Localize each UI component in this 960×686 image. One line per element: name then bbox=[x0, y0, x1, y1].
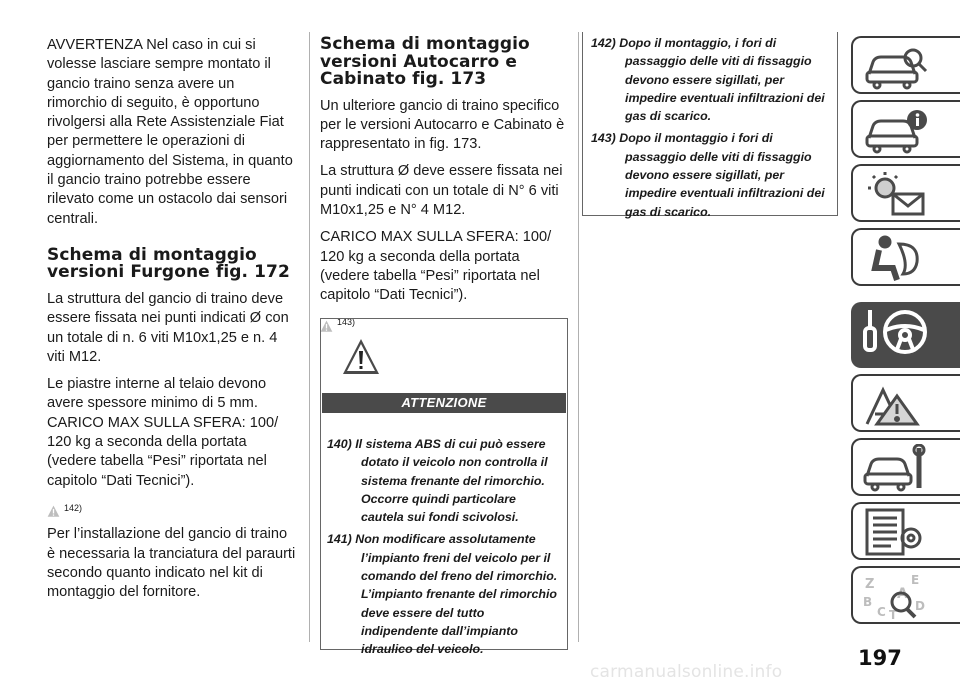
paragraph-plates: Le piastre interne al telaio devono avere spessore minimo di 5 mm. CARICO MAX SULLA SFERA: 100/ 120 kg a seconda della portata (vedere tabella “Pesi” riportata nel capitolo “Dati Tecnici”). bbox=[47, 376, 279, 489]
page-number: 197 bbox=[858, 646, 902, 670]
car-service-icon bbox=[863, 444, 929, 492]
tab-maintenance[interactable] bbox=[851, 438, 960, 496]
paragraph-installation: Per l’installazione del gancio di traino è necessaria la tranciatura del paraurti secondo quanto indicato nel kit di montaggio del fornitore. bbox=[47, 526, 296, 601]
column-left bbox=[47, 36, 297, 610]
technical-data-icon bbox=[863, 508, 929, 556]
index-az-icon bbox=[863, 572, 929, 620]
tab-safety[interactable] bbox=[851, 228, 960, 286]
tab-vehicle-info[interactable] bbox=[851, 100, 960, 158]
road-emergency-icon bbox=[863, 380, 929, 428]
tab-knowing-vehicle[interactable] bbox=[851, 36, 960, 94]
attention-notes-continued bbox=[591, 34, 833, 225]
column-divider bbox=[578, 32, 579, 642]
paragraph-max-load: CARICO MAX SULLA SFERA: 100/ 120 kg a seconda della portata (vedere tabella “Pesi” riportata nel capitolo “Dati Tecnici”). bbox=[320, 229, 552, 304]
index-letter: E bbox=[911, 573, 920, 587]
column-middle bbox=[320, 36, 572, 340]
car-search-icon bbox=[863, 42, 929, 90]
warning-ref-label: 142) bbox=[64, 502, 83, 513]
index-letter: C bbox=[877, 605, 886, 619]
section-heading-autocarro: Schema di montaggio versioni Autocarro e Cabinato fig. 173 bbox=[320, 34, 530, 89]
attention-box-continued bbox=[582, 32, 838, 219]
tab-driving[interactable] bbox=[851, 302, 960, 368]
steering-key-icon bbox=[863, 308, 929, 356]
attention-title: ATTENZIONE bbox=[322, 393, 566, 413]
warning-light-icon bbox=[863, 170, 929, 218]
tab-warning-lights[interactable] bbox=[851, 164, 960, 222]
tab-technical-data[interactable] bbox=[851, 502, 960, 560]
attention-box bbox=[320, 318, 568, 657]
car-info-icon bbox=[863, 106, 929, 154]
watermark: carmanualsonline.info bbox=[590, 662, 783, 682]
section-heading-furgone: Schema di montaggio versioni Furgone fig. 172 bbox=[47, 244, 290, 283]
attention-notes bbox=[327, 435, 561, 663]
tab-emergency[interactable] bbox=[851, 374, 960, 432]
column-divider bbox=[309, 32, 310, 642]
warning-triangle-icon bbox=[47, 505, 60, 518]
warning-ref-142[interactable] bbox=[47, 499, 297, 518]
advisory-paragraph: AVVERTENZA Nel caso in cui si volesse lasciare sempre montato il gancio traino senza avere un rimorchio di seguito, è opportuno rivolgersi alla Rete Assistenziale Fiat per permettere le operazioni di aggiornamento del Sistema, in quanto il gancio traino potrebbe essere rilevato come un ostacolo dai sensori centrali. bbox=[47, 37, 293, 227]
index-letter: B bbox=[863, 595, 873, 609]
index-letter: Z bbox=[865, 577, 875, 592]
note-140: 140) Il sistema ABS di cui può essere dotato il veicolo non controlla il sistema frenante del rimorchio. Occorre quindi particolare cautela sui fondi scivolosi. bbox=[327, 437, 548, 525]
note-142: 142) Dopo il montaggio, i fori di passaggio delle viti di fissaggio devono essere sigillati, per impedire eventuali infiltrazioni dei gas di scarico. bbox=[591, 36, 825, 124]
index-letter: A bbox=[897, 586, 908, 602]
seat-airbag-icon bbox=[863, 234, 929, 282]
paragraph-structure-autocarro: La struttura Ø deve essere fissata nei punti indicati con un totale di N° 6 viti M10x1,25 e N° 4 M12. bbox=[320, 163, 563, 218]
warning-ref-label: 143) bbox=[337, 317, 356, 328]
note-143: 143) Dopo il montaggio i fori di passaggio delle viti di fissaggio devono essere sigillati, per impedire eventuali infiltrazioni dei gas di scarico. bbox=[591, 131, 825, 219]
paragraph-structure-furgone: La struttura del gancio di traino deve essere fissata nei punti indicati Ø con un totale di n. 6 viti M10x1,25 e n. 4 viti M12. bbox=[47, 290, 289, 365]
tab-index[interactable] bbox=[851, 566, 960, 624]
paragraph-additional-hook: Un ulteriore gancio di traino specifico per le versioni Autocarro e Cabinato è rappresentato in fig. 173. bbox=[320, 97, 565, 153]
attention-triangle-icon bbox=[341, 337, 381, 377]
note-141: 141) Non modificare assolutamente l’impianto freni del veicolo per il comando del freno del rimorchio. L’impianto frenante del rimorchio deve essere del tutto indipendente dall’impianto idraulico del veicolo. bbox=[327, 532, 558, 657]
index-letter: T bbox=[889, 608, 898, 620]
index-letter: D bbox=[915, 599, 925, 613]
